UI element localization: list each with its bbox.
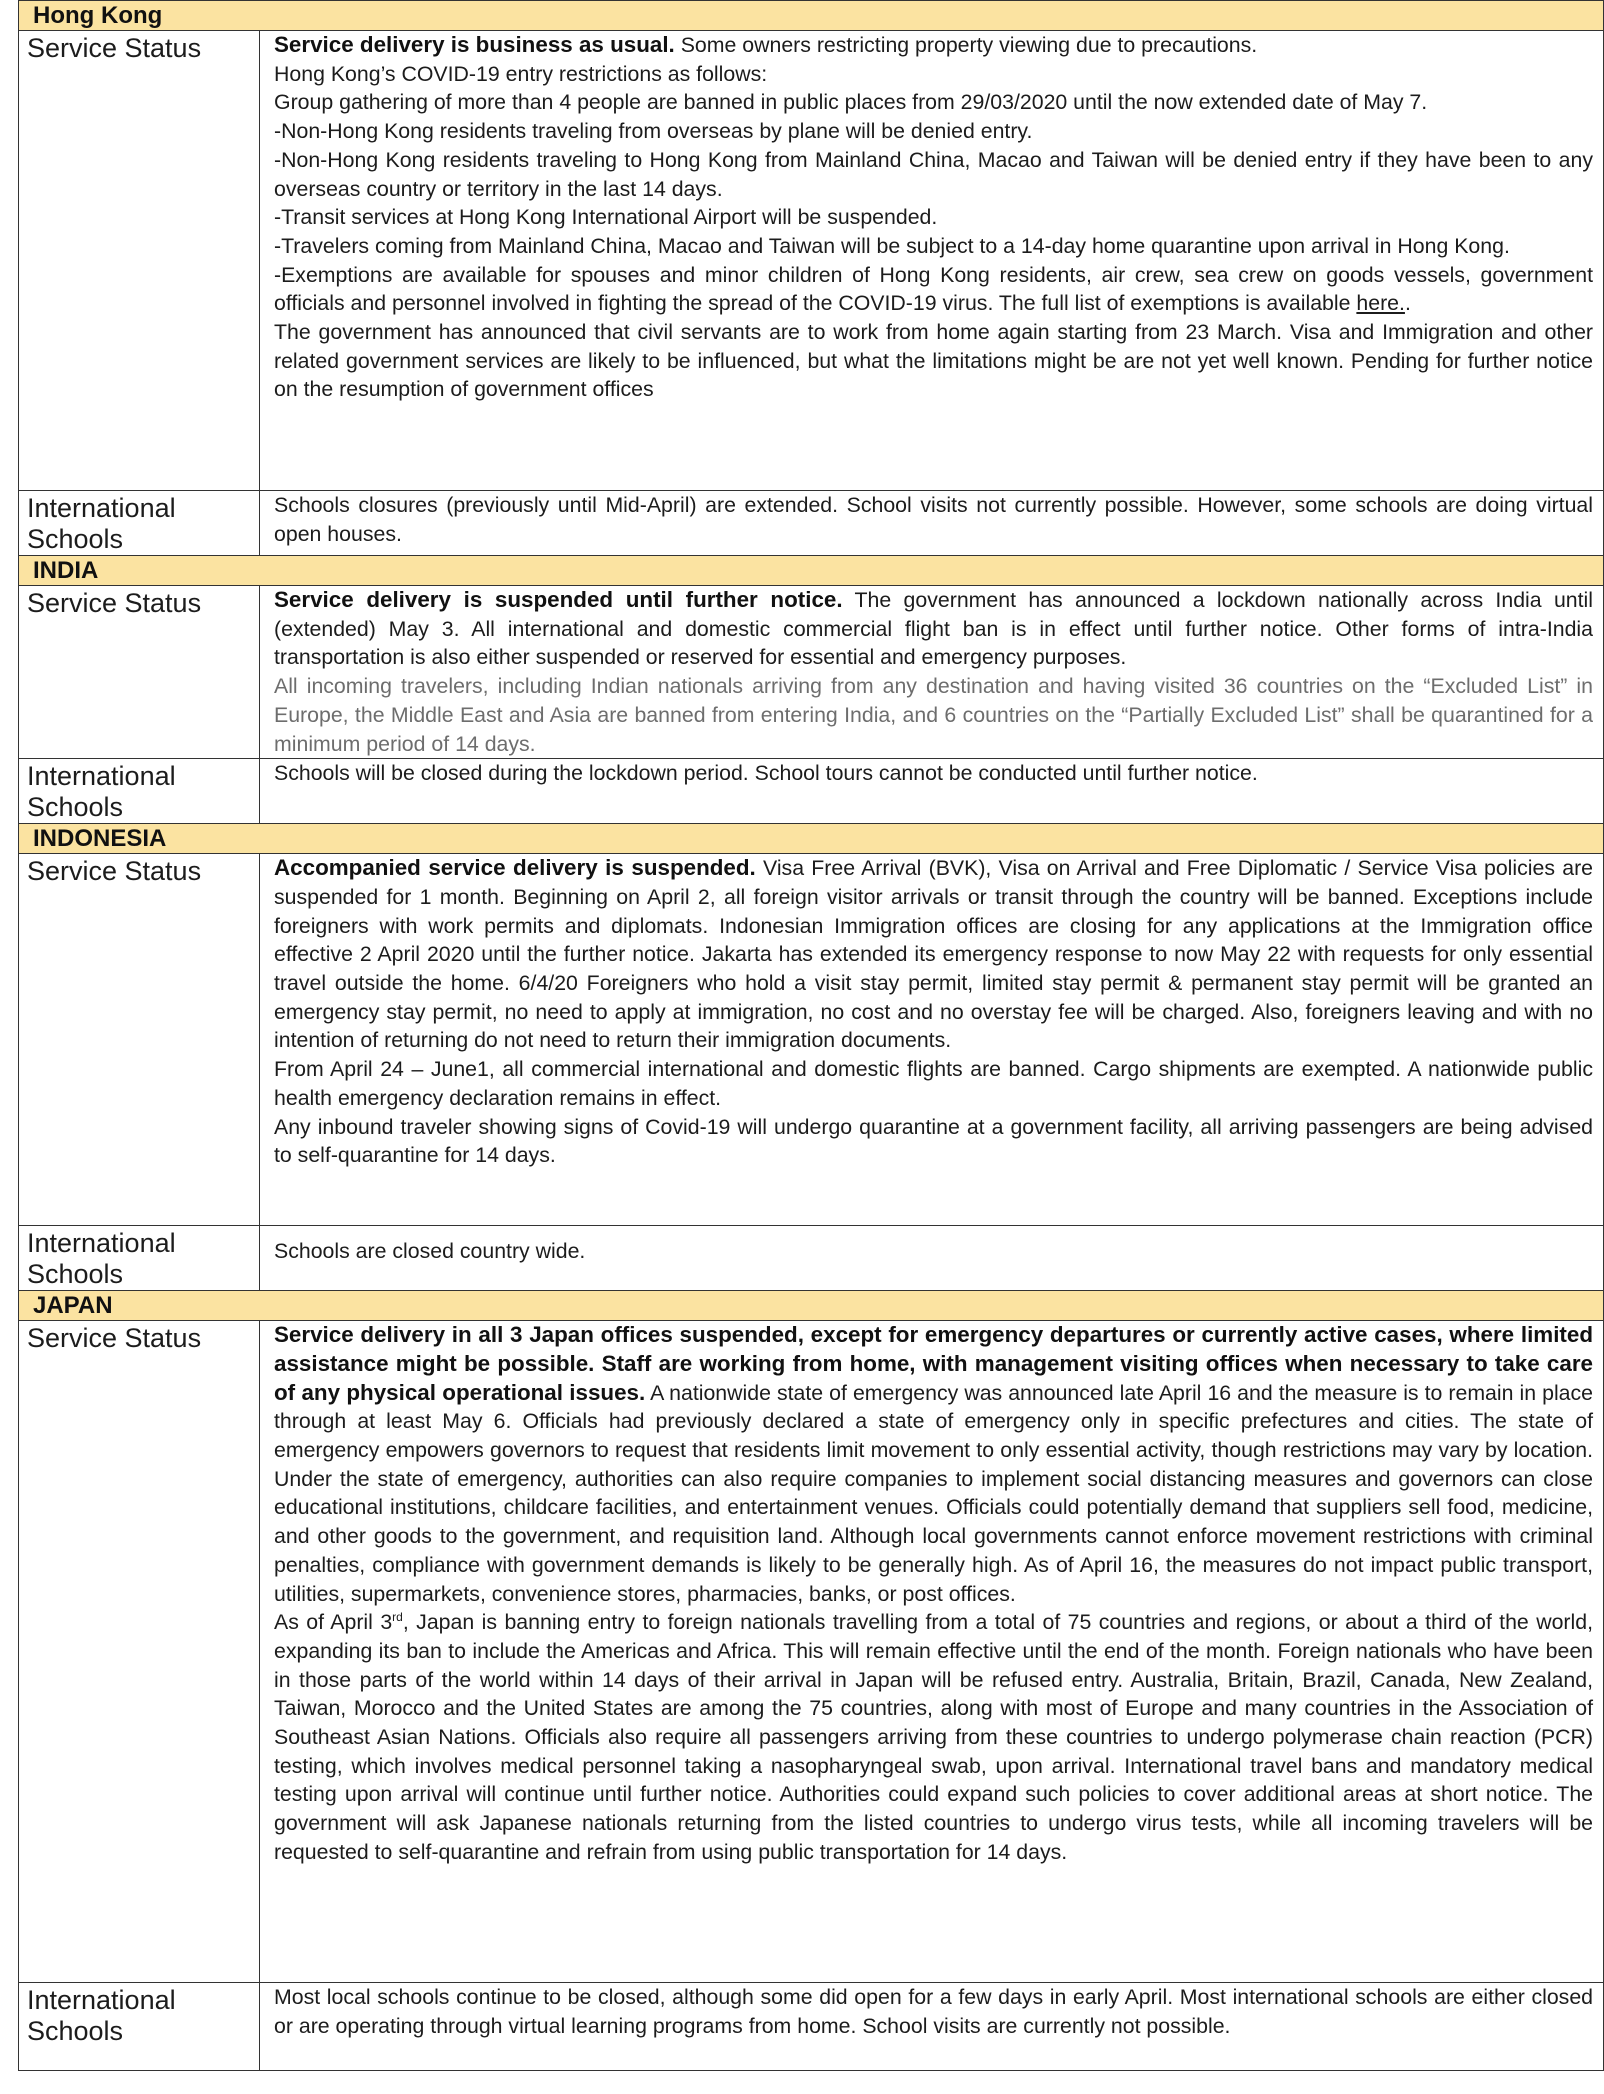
paragraph: Hong Kong’s COVID-19 entry restrictions as follows: [274, 61, 768, 86]
paragraph: Any inbound traveler showing signs of Covid-19 will undergo quarantine at a government facility, all arriving passengers are being advised to self-quarantine for 14 days. [274, 1114, 1594, 1168]
service-status-cell [260, 586, 1604, 759]
schools-cell: Schools closures (previously until Mid-April) are extended. School visits not currently possible. However, some schools are doing virtual open houses. [260, 491, 1604, 556]
row-label: Service Status [19, 586, 260, 759]
paragraph [274, 854, 1593, 1055]
country-header-india [19, 556, 1604, 586]
bold-lead: Service delivery is business as usual. [274, 32, 675, 57]
paragraph: From April 24 – June1, all commercial international and domestic flights are banned. Cargo shipments are exempted. A nationwide public health emergency declaration remains in effect. [274, 1057, 1594, 1110]
paragraph: All incoming travelers, including Indian nationals arriving from any destination and having visited 36 countries on the “Excluded List” in Europe, the Middle East and Asia are banned from entering India, and 6 countries on the “Partially Excluded List” shall be quarantined for a minimum period of 14 days. [274, 674, 1594, 756]
service-status-cell [260, 854, 1604, 1226]
paragraph: -Transit services at Hong Kong International Airport will be suspended. [274, 205, 938, 230]
row-label [19, 1983, 260, 2071]
bold-lead: Service delivery in all 3 Japan offices suspended, except for emergency departures or currently active cases, where limited assistance might be possible. Staff are working from home, with management visiting offices when necessary to take care of any physical operational issues. [274, 1322, 1594, 1405]
table-row [19, 759, 1604, 824]
paragraph [274, 31, 1593, 60]
text: The government has announced a lockdown nationally across India until (extended) May 3. All international and domestic commercial flight ban is in effect until further notice. Other forms of intra-India transportation is also either suspended or reserved for essential and emergency purposes. [274, 588, 1594, 670]
paragraph: The government has announced that civil servants are to work from home again starting from 23 March. Visa and Immigration and other related government services are likely to be influenced, but what the limitations might be are not yet well known. Pending for further notice on the resumption of government offices [274, 320, 1594, 402]
schools-cell [260, 1226, 1604, 1291]
schools-cell: Most local schools continue to be closed, although some did open for a few days in early April. Most international schools are either closed or are operating through virtual learning programs from home. School visits are currently not possible. [260, 1983, 1604, 2071]
country-header-indonesia [19, 824, 1604, 854]
country-name: INDIA [19, 556, 1604, 586]
country-name: JAPAN [19, 1291, 1604, 1321]
text: Visa Free Arrival (BVK), Visa on Arrival and Free Diplomatic / Service Visa policies are suspended for 1 month. Beginning on April 2, all foreign visitor arrivals or transit through the country will be banned. Exceptions include foreigners with work permits and diplomats. Indonesian Immigration offices are closing for any applications at the Immigration office effective 2 April 2020 until the further notice. Jakarta has extended its emergency response to now May 22 with requests for only essential travel outside the home. 6/4/20 Foreigners who hold a visit stay permit, limited stay permit & permanent stay permit will be granted an emergency stay permit, no need to apply at immigration, no cost and no overstay fee will be charged. Also, foreigners leaving and with no intention of returning do not need to return their immigration documents. [274, 856, 1594, 1053]
text: , Japan is banning entry to foreign nationals travelling from a total of 75 countries and regions, or about a third of the world, expanding its ban to include the Americas and Africa. This will remain effective until the end of the month. Foreign nationals who have been in those parts of the world within 14 days of their arrival in Japan will be refused entry. Australia, Britain, Brazil, Canada, New Zealand, Taiwan, Morocco and the United States are among the 75 countries, along with most of Europe and many countries in the Association of Southeast Asian Nations. Officials also require all passengers arriving from these countries to undergo polymerase chain reaction (PCR) testing, which involves medical personnel taking a nasopharyngeal swab, upon arrival. International travel bans and mandatory medical testing upon arrival will continue until further notice. Authorities could expand such policies to cover additional areas at short notice. The government will ask Japanese nationals returning from the listed countries to undergo virus tests, while all incoming travelers will be requested to self-quarantine and refrain from using public transportation for 14 days. [274, 1610, 1594, 1864]
label-line: Schools [27, 792, 124, 823]
table-row [19, 31, 1604, 491]
country-name: Hong Kong [19, 1, 1604, 31]
label-line: International [27, 1228, 176, 1259]
label-line: International [27, 1985, 176, 2016]
row-label: Service Status [19, 1321, 260, 1983]
country-status-table [18, 0, 1604, 2071]
text: Schools are closed country wide. [274, 1239, 586, 1264]
text: . [1404, 291, 1411, 316]
table-row [19, 586, 1604, 759]
label-line: International [27, 493, 176, 523]
table-row [19, 854, 1604, 1226]
text: As of April 3 [274, 1610, 393, 1635]
country-name: INDONESIA [19, 824, 1604, 854]
service-status-cell [260, 1321, 1604, 1983]
paragraph [274, 586, 1593, 672]
text: Some owners restricting property viewing due to precautions. [674, 33, 1258, 57]
label-line: Schools [27, 1259, 124, 1290]
superscript: rd [392, 1610, 403, 1625]
table-row [19, 1226, 1604, 1291]
table-row [19, 1321, 1604, 1983]
document-page [18, 0, 1603, 2071]
text: A nationwide state of emergency was announced late April 16 and the measure is to remain in place through at least May 6. Officials had previously declared a state of emergency only in specific prefectures and cities. The state of emergency empowers governors to request that residents limit movement to only essential activity, though restrictions may vary by location. Under the state of emergency, authorities can also require companies to implement social distancing measures and governors can close educational institutions, childcare facilities, and entertainment venues. Officials could potentially demand that suppliers sell food, medicine, and other goods to the government, and requisition land. Although local governments cannot enforce movement restrictions with criminal penalties, compliance with government demands is likely to be generally high. As of April 16, the measures do not impact public transport, utilities, supermarkets, convenience stores, pharmacies, banks, or post offices. [274, 1380, 1594, 1606]
paragraph: Group gathering of more than 4 people are banned in public places from 29/03/2020 until the now extended date of May 7. [274, 90, 1428, 115]
bold-lead: Service delivery is suspended until further notice. [274, 587, 843, 612]
paragraph: -Non-Hong Kong residents traveling from overseas by plane will be denied entry. [274, 119, 1033, 144]
table-row [19, 491, 1604, 556]
country-header-hong-kong [19, 1, 1604, 31]
paragraph [274, 1321, 1593, 1608]
label-line: Schools [27, 524, 124, 554]
row-label [19, 759, 260, 824]
service-status-cell [260, 31, 1604, 491]
paragraph: -Non-Hong Kong residents traveling to Hong Kong from Mainland China, Macao and Taiwan will be denied entry if they have been to any overseas country or territory in the last 14 days. [274, 147, 1594, 201]
table-row [19, 1983, 1604, 2071]
row-label: Service Status [19, 854, 260, 1226]
label-line: International [27, 761, 176, 792]
schools-cell: Schools will be closed during the lockdown period. School tours cannot be conducted until further notice. [260, 759, 1604, 824]
paragraph: -Travelers coming from Mainland China, Macao and Taiwan will be subject to a 14-day home quarantine upon arrival in Hong Kong. [274, 233, 1510, 258]
text: -Exemptions are available for spouses and minor children of Hong Kong residents, air crew, sea crew on goods vessels, government officials and personnel involved in fighting the spread of the COVID-19 virus. The full list of exemptions is available [274, 262, 1594, 316]
row-label [19, 1226, 260, 1291]
bold-lead: Accompanied service delivery is suspended. [274, 855, 756, 881]
country-header-japan [19, 1291, 1604, 1321]
row-label [19, 491, 260, 556]
exemptions-link[interactable]: here. [1356, 291, 1405, 316]
label-line: Schools [27, 2016, 124, 2047]
row-label: Service Status [19, 31, 260, 491]
paragraph [274, 261, 1593, 318]
paragraph [274, 1608, 1593, 1866]
